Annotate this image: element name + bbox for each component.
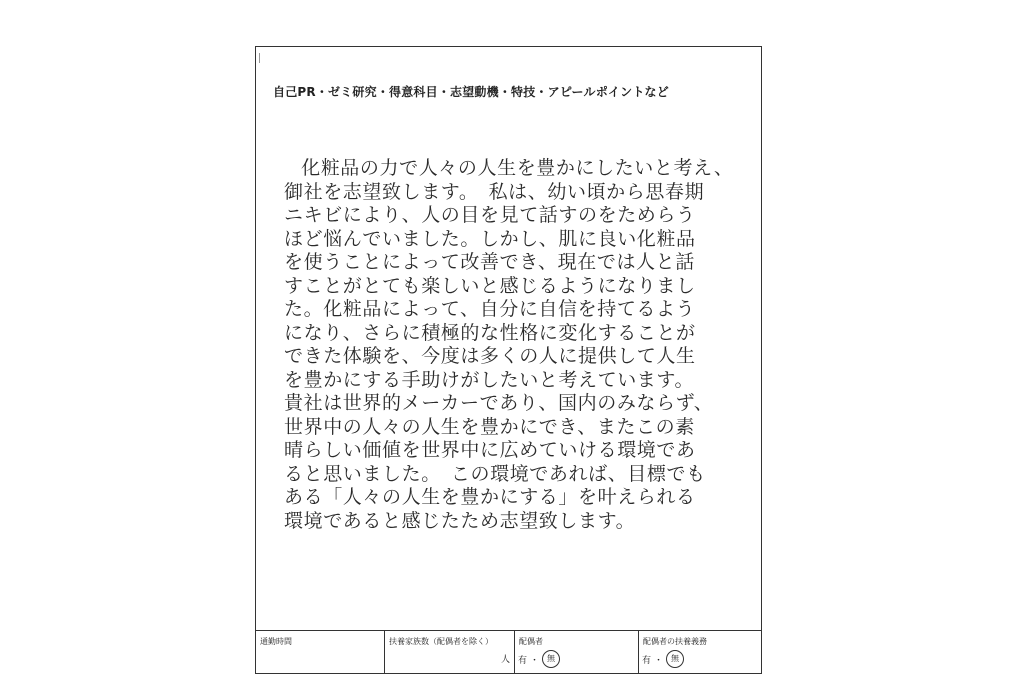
spouse-cell — [515, 631, 639, 673]
dependents-cell[interactable] — [385, 631, 515, 673]
resume-section-sheet — [255, 46, 762, 674]
commute-time-cell[interactable] — [256, 631, 385, 673]
spouse-label: 配偶者 — [519, 637, 543, 646]
choice-separator: ・ — [654, 655, 664, 666]
text-line: ニキビにより、人の目を見て話すのをためらう — [284, 204, 696, 226]
text-line: 御社を志望致します。 私は、幼い頃から思春期 — [284, 180, 705, 203]
text-line: ほど悩んでいました。しかし、肌に良い化粧品 — [284, 227, 696, 250]
footer-table — [256, 630, 761, 673]
spouse-support-label: 配偶者の扶養義務 — [643, 637, 707, 646]
support-yes-option[interactable]: 有 — [642, 655, 652, 666]
text-line: 化粧品の力で人々の人生を豊かにしたいと考え、 — [301, 157, 734, 179]
text-line: 晴らしい価値を世界中に広めていける環境であ — [284, 439, 696, 461]
commute-time-label: 通勤時間 — [260, 637, 292, 646]
spouse-no-option-circled[interactable]: 無 — [542, 650, 560, 668]
choice-separator: ・ — [530, 655, 540, 666]
text-line: ると思いました。 この環境であれば、目標でも — [284, 462, 706, 485]
self-pr-text — [284, 157, 754, 533]
spouse-choice — [518, 650, 560, 668]
text-line: すことがとても楽しいと感じるようになりまし — [284, 274, 696, 297]
support-choice — [642, 650, 684, 668]
text-line: できた体験を、今度は多くの人に提供して人生 — [284, 345, 696, 367]
corner-mark — [259, 53, 260, 63]
text-line: を豊かにする手助けがしたいと考えています。 — [284, 368, 695, 391]
text-line: ある「人々の人生を豊かにする」を叶えられる — [284, 486, 696, 508]
text-line: 世界中の人々の人生を豊かにでき、またこの素 — [284, 415, 695, 438]
text-line: た。化粧品によって、自分に自信を持てるよう — [284, 298, 696, 320]
text-line: 貴社は世界的メーカーであり、国内のみならず、 — [284, 392, 714, 414]
spouse-support-cell — [639, 631, 761, 673]
dependents-unit: 人 — [500, 655, 510, 665]
text-line: を使うことによって改善でき、現在では人と話 — [284, 251, 695, 273]
text-line: 環境であると感じたため志望致します。 — [284, 509, 636, 532]
spouse-yes-option[interactable]: 有 — [518, 655, 528, 666]
section-heading: 自己PR・ゼミ研究・得意科目・志望動機・特技・アピールポイントなど — [273, 85, 669, 99]
dependents-label: 扶養家族数（配偶者を除く） — [389, 637, 493, 646]
text-line: になり、さらに積極的な性格に変化することが — [284, 321, 696, 344]
support-no-option-circled[interactable]: 無 — [666, 650, 684, 668]
